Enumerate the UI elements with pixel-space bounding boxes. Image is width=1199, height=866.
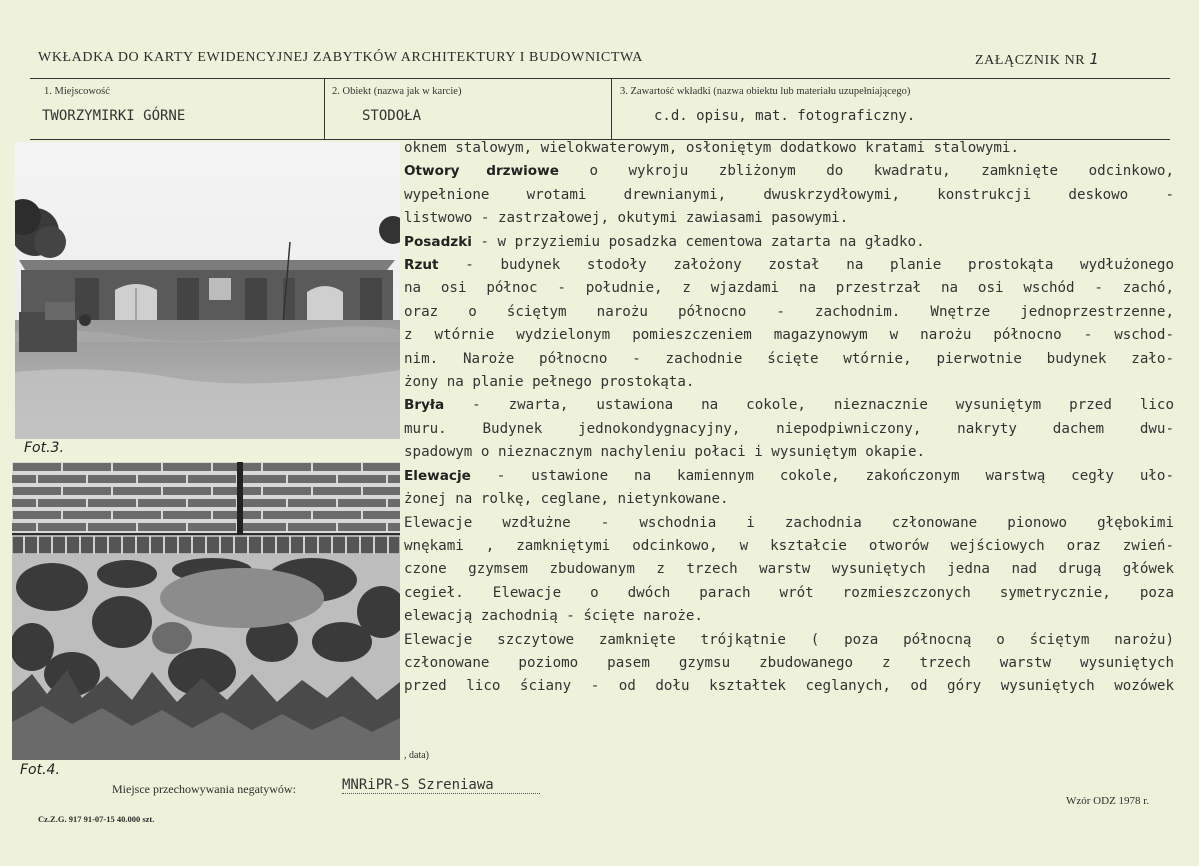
line-text: oknem stalowym, wielokwaterowym, osłoniętym dodatkowo kratami stalowymi.: [404, 140, 1019, 156]
description-line: [404, 558, 1174, 581]
photo3-caption: Fot.3.: [24, 440, 64, 456]
line-text: żonej na rolkę, ceglane, nietynkowane.: [404, 491, 729, 508]
section-heading: Posadzki: [404, 233, 472, 250]
line-text: cegieł. Elewacje o dwóch parach wrót rozmieszczonych symetrycznie, poza: [404, 584, 1174, 601]
form-title: WKŁADKA DO KARTY EWIDENCYJNEJ ZABYTKÓW ARCHITEKTURY I BUDOWNICTWA: [38, 50, 643, 65]
wall-photo: [12, 462, 400, 760]
line-text: muru. Budynek jednokondygnacyjny, niepodpiwniczony, nakryty dachem dwu-: [404, 420, 1174, 437]
negatives-label: Miejsce przechowywania negatywów:: [112, 782, 296, 796]
negatives-value: MNRiPR-S Szreniawa: [342, 777, 540, 794]
fields-top-rule: [30, 78, 1170, 79]
section-heading: Elewacje: [404, 467, 471, 484]
line-text: spadowym o nieznacznym nachyleniu połaci i wysuniętym okapie.: [404, 444, 926, 461]
data-fragment: , data): [404, 750, 429, 761]
line-text: - w przyziemiu posadzka cementowa zatarta na gładko.: [471, 233, 925, 250]
line-text: Elewacje wzdłużne - wschodnia i zachodnia członowane pionowo głębokimi: [404, 514, 1174, 531]
line-text: - zwarta, ustawiona na cokole, nieznacznie wysuniętym przed lico: [444, 397, 1174, 414]
line-text: na osi północ - południe, z wjazdami na przestrzał na osi wschód - zachó,: [404, 280, 1174, 297]
annex-label: [975, 50, 1100, 69]
line-text: wypełnione wrotami drewnianymi, dwuskrzydłowymi, konstrukcji deskowo -: [404, 186, 1174, 203]
description-line: [404, 184, 1174, 207]
print-code: Cz.Z.G. 917 91-07-15 40.000 szt.: [38, 814, 155, 824]
content-value: c.d. opisu, mat. fotograficzny.: [654, 108, 916, 124]
description-line: [404, 371, 1174, 394]
line-text: - budynek stodoły założony został na planie prostokąta wydłużonego: [438, 257, 1174, 274]
field-divider-1: [324, 78, 325, 139]
description-line: [404, 301, 1174, 324]
line-text: Elewacje szczytowe zamknięte trójkątnie ( poza północną o ściętym narożu): [404, 631, 1174, 648]
description-line: [404, 324, 1174, 347]
annex-number: 1: [1089, 50, 1100, 68]
photo4-caption: Fot.4.: [20, 762, 60, 778]
barn-photo: [15, 142, 400, 439]
line-text: wnękami , zamkniętymi odcinkowo, w kształcie otworów wejściowych oraz zwień-: [404, 537, 1174, 554]
annex-prefix: ZAŁĄCZNIK NR: [975, 53, 1086, 68]
line-text: przed lico ściany - od dołu kształtek ceglanych, od góry wysuniętych wozówek: [404, 678, 1174, 695]
object-label: 2. Obiekt (nazwa jak w karcie): [332, 86, 462, 97]
description-line: [404, 629, 1174, 652]
description-line: [404, 137, 1174, 160]
description-line: [404, 160, 1174, 183]
barn-photo-image: [15, 142, 400, 439]
line-text: czone gzymsem zbudowanym z trzech warstw wysuniętych jedna nad drugą główek: [404, 561, 1174, 578]
description-line: [404, 277, 1174, 300]
line-text: członowane poziomo pasem gzymsu zbudowanego z trzech warstw wysuniętych: [404, 654, 1174, 671]
description-line: [404, 535, 1174, 558]
description-line: [404, 207, 1174, 230]
description-line: [404, 254, 1174, 277]
description-line: [404, 605, 1174, 628]
section-heading: Otwory drzwiowe: [404, 163, 559, 180]
section-heading: Rzut: [404, 257, 439, 274]
description-line: [404, 348, 1174, 371]
description-line: [404, 441, 1174, 464]
line-text: listwowo - zastrzałowej, okutymi zawiasami pasowymi.: [404, 210, 849, 227]
description-line: [404, 582, 1174, 605]
line-text: o wykroju zbliżonym do kwadratu, zamknięte odcinkowo,: [558, 163, 1175, 180]
field-divider-2: [611, 78, 612, 139]
line-text: - ustawione na kamiennym cokole, zakończonym warstwą cegły uło-: [470, 467, 1174, 484]
description-line: [404, 488, 1174, 511]
line-text: żony na planie pełnego prostokąta.: [404, 374, 695, 391]
description-text: [404, 137, 1174, 699]
description-line: [404, 394, 1174, 417]
object-value: STODOŁA: [362, 108, 422, 124]
place-label: 1. Miejscowość: [44, 86, 110, 97]
description-line: [404, 465, 1174, 488]
form-model: Wzór ODZ 1978 r.: [1066, 795, 1150, 807]
line-text: z wtórnie wydzielonym pomieszczeniem magazynowym w narożu północno - wschod-: [404, 327, 1174, 344]
description-line: [404, 652, 1174, 675]
description-line: [404, 418, 1174, 441]
place-value: TWORZYMIRKI GÓRNE: [42, 108, 186, 124]
description-line: [404, 231, 1174, 254]
description-line: [404, 675, 1174, 698]
line-text: oraz o ściętym narożu północno - zachodnim. Wnętrze jednoprzestrzenne,: [404, 303, 1174, 320]
section-heading: Bryła: [404, 397, 445, 414]
content-label: 3. Zawartość wkładki (nazwa obiektu lub materiału uzupełniającego): [620, 86, 911, 97]
line-text: nim. Naroże północno - zachodnie ścięte wtórnie, pierwotnie budynek zało-: [404, 350, 1174, 367]
wall-photo-image: [12, 462, 400, 760]
description-line: [404, 512, 1174, 535]
line-text: elewacją zachodnią - ścięte naroże.: [404, 608, 703, 625]
